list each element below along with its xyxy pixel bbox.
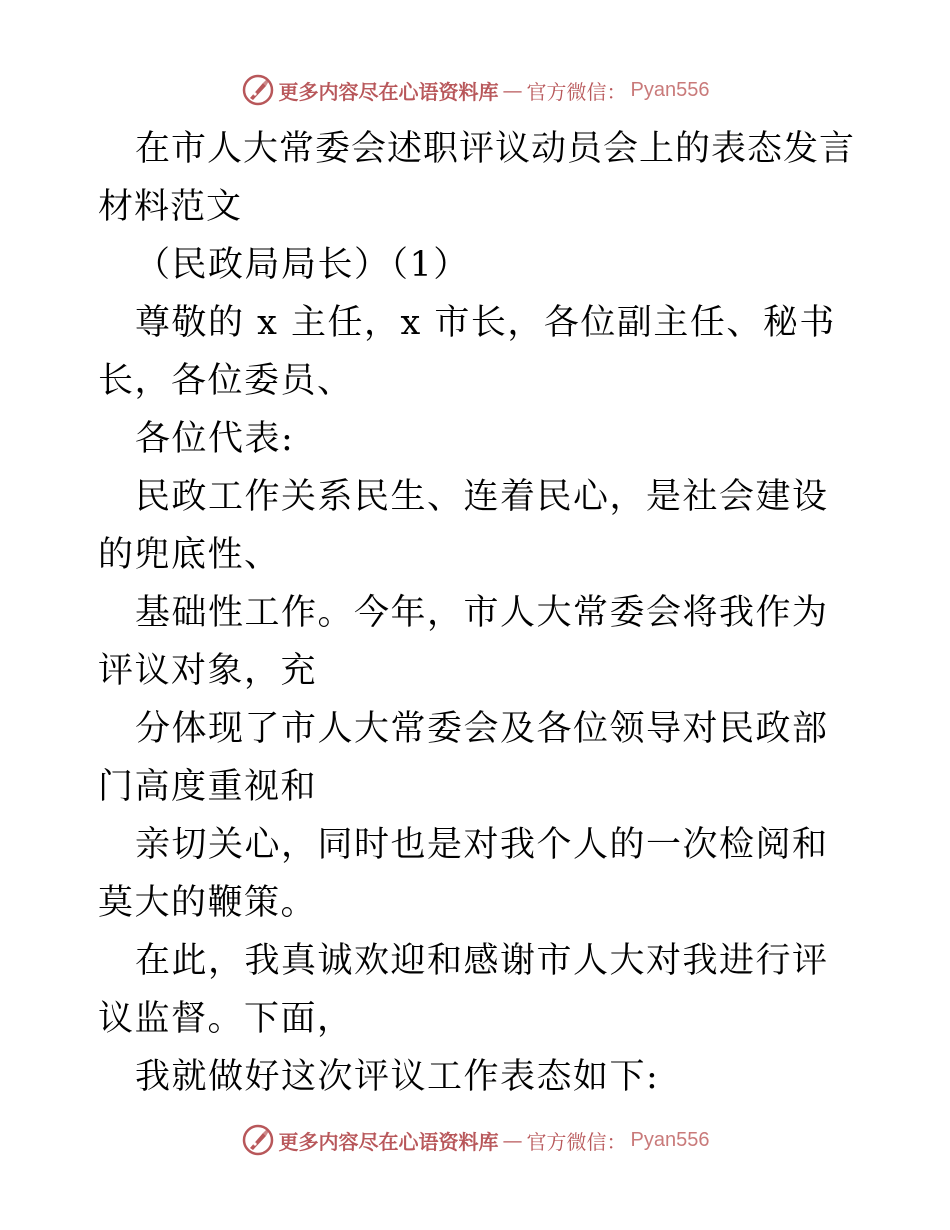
footer-banner-separator: — (502, 1128, 523, 1152)
page-header (0, 70, 950, 110)
footer-banner-wechat-id: Pyan556 (630, 1128, 710, 1151)
header-banner (241, 73, 710, 107)
salutation-continued: 各位代表: (135, 419, 295, 459)
body-paragraph: 分体现了市人大常委会及各位领导对民政部门高度重视和 (98, 709, 829, 807)
body-paragraph: 基础性工作。今年，市人大常委会将我作为评议对象，充 (98, 593, 829, 691)
footer-banner-title: 更多内容尽在心语资料库 (278, 1129, 499, 1154)
body-paragraph: 亲切关心，同时也是对我个人的一次检阅和莫大的鞭策。 (98, 825, 829, 923)
body-paragraph: 民政工作关系民生、连着民心，是社会建设的兜底性、 (98, 477, 829, 575)
document-body (98, 120, 858, 1106)
document-subtitle: （民政局局长）（1） (135, 245, 470, 285)
body-paragraph: 我就做好这次评议工作表态如下: (135, 1057, 660, 1097)
header-banner-separator: — (502, 78, 523, 102)
pen-nib-icon (241, 73, 275, 107)
salutation: 尊敬的 x 主任，x 市长，各位副主任、秘书长，各位委员、 (98, 303, 836, 401)
footer-banner (241, 1123, 710, 1157)
header-banner-wechat-label: 官方微信： (526, 79, 627, 104)
page-footer (0, 1120, 950, 1160)
header-banner-title: 更多内容尽在心语资料库 (278, 79, 499, 104)
header-banner-wechat-id: Pyan556 (630, 78, 710, 101)
body-paragraph: 在此，我真诚欢迎和感谢市人大对我进行评议监督。下面， (98, 941, 829, 1039)
pen-nib-icon (241, 1123, 275, 1157)
document-title: 在市人大常委会述职评议动员会上的表态发言材料范文 (98, 129, 856, 227)
footer-banner-wechat-label: 官方微信： (526, 1129, 627, 1154)
